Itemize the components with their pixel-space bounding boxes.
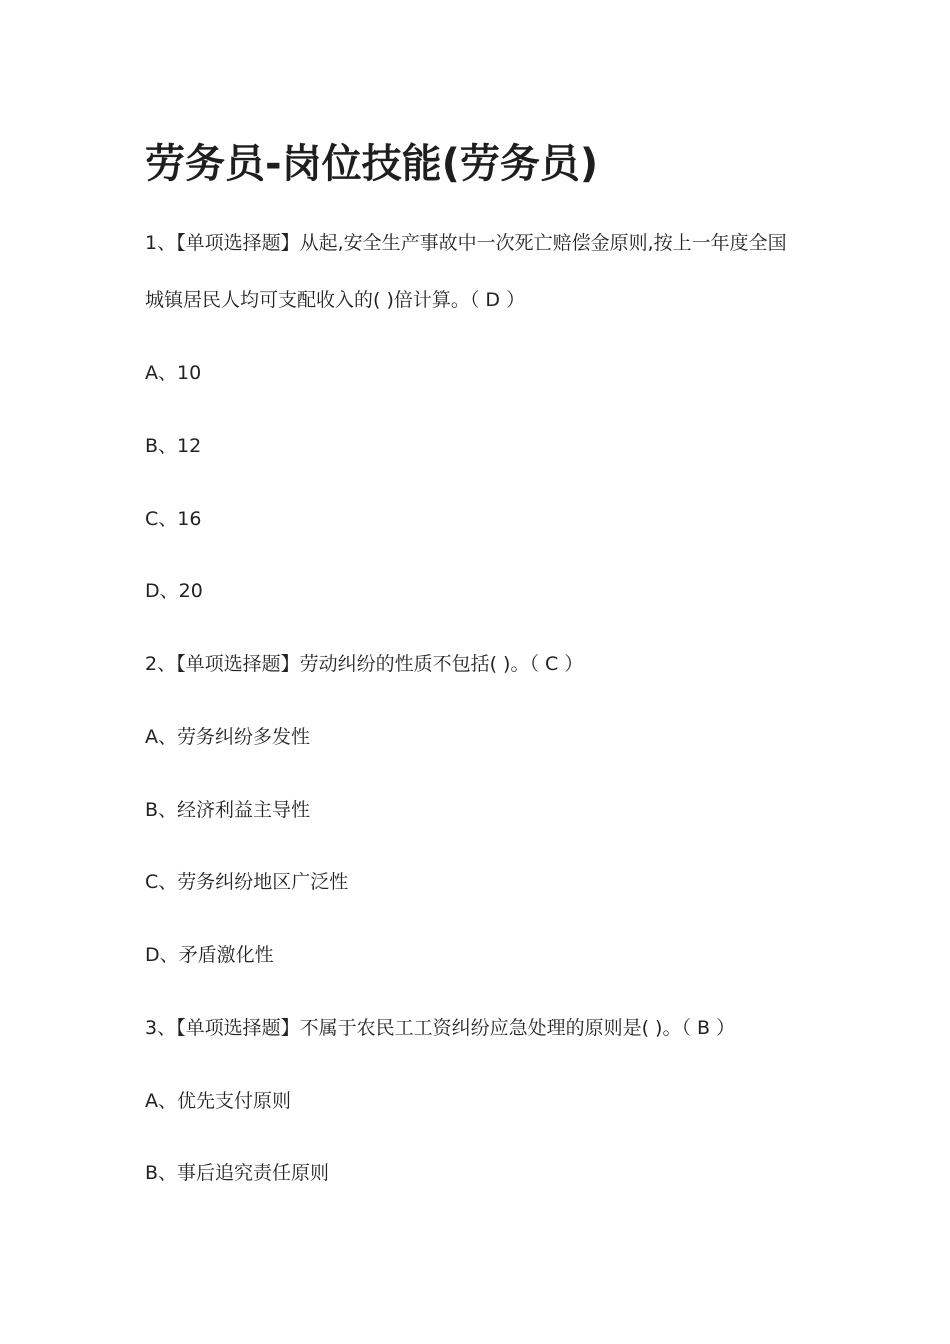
question-3-stem-line-1: 3、【单项选择题】不属于农民工工资纠纷应急处理的原则是( )。（ B ） — [145, 1017, 736, 1039]
question-1-stem-line-2: 城镇居民人均可支配收入的( )倍计算。（ D ） — [145, 289, 526, 311]
question-2-option-a: A、劳务纠纷多发性 — [145, 726, 310, 748]
question-2-option-d: D、矛盾激化性 — [145, 944, 274, 966]
question-2-stem-line-1: 2、【单项选择题】劳动纠纷的性质不包括( )。（ C ） — [145, 653, 584, 675]
question-1-option-c: C、16 — [145, 508, 202, 530]
question-1-stem-line-1: 1、【单项选择题】从起,安全生产事故中一次死亡赔偿金原则,按上一年度全国 — [145, 232, 787, 254]
question-1-option-d: D、20 — [145, 580, 203, 602]
document-title: 劳务员-岗位技能(劳务员) — [145, 141, 599, 187]
question-2-option-c: C、劳务纠纷地区广泛性 — [145, 871, 349, 893]
question-3-option-b: B、事后追究责任原则 — [145, 1162, 330, 1184]
question-3-option-a: A、优先支付原则 — [145, 1090, 291, 1112]
question-1-option-a: A、10 — [145, 362, 202, 384]
question-1-option-b: B、12 — [145, 435, 202, 457]
question-2-option-b: B、经济利益主导性 — [145, 799, 311, 821]
